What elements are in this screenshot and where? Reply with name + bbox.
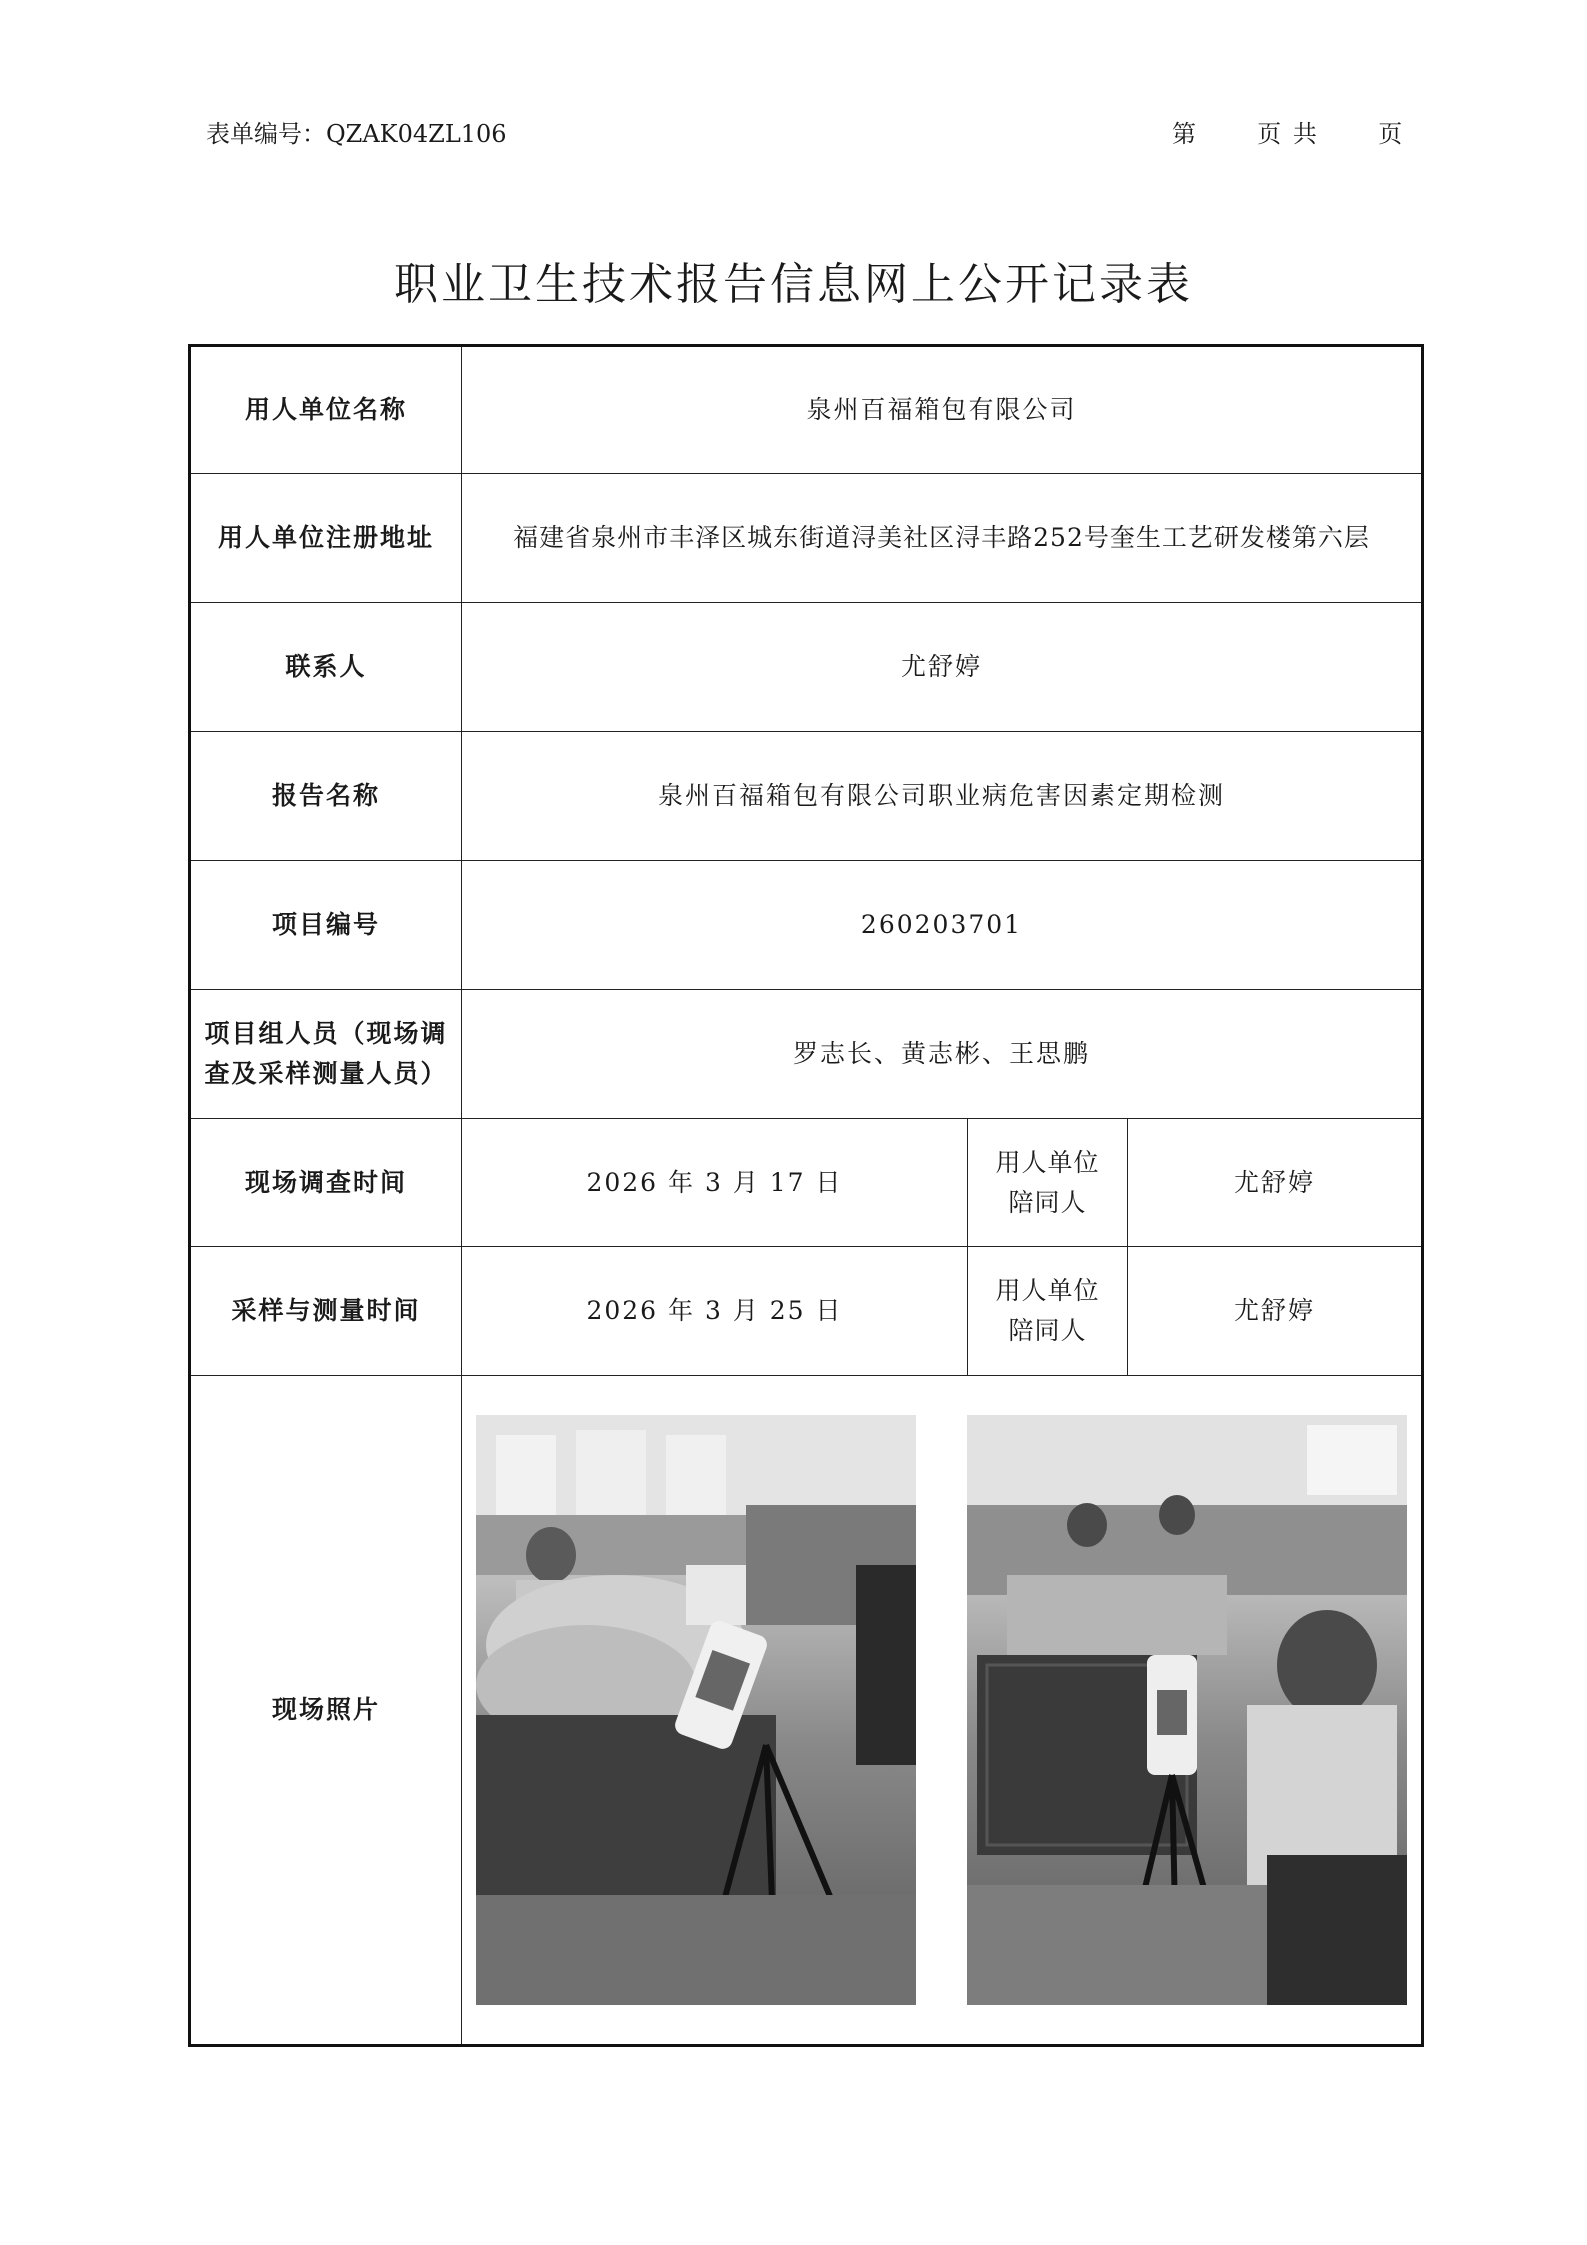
report-name-label: 报告名称 [190,732,462,861]
project-number-label: 项目编号 [190,861,462,990]
site-photo-2-image [967,1415,1407,2005]
row-project-number [190,861,1423,990]
row-survey-time [190,1119,1423,1247]
photo-gallery [468,1415,1415,2005]
registered-address-label: 用人单位注册地址 [190,474,462,603]
sampling-accompany-label-line2: 陪同人 [1008,1316,1087,1345]
employer-name-label: 用人单位名称 [190,346,462,474]
site-photos-label: 现场照片 [190,1376,462,2046]
row-sampling-time [190,1247,1423,1376]
page-title: 职业卫生技术报告信息网上公开记录表 [394,259,1193,310]
project-number-value: 260203701 [462,861,1423,990]
survey-accompany-label-line2: 陪同人 [1008,1187,1087,1217]
project-team-label-line1: 项目组人员（现场调 [204,1019,448,1048]
row-contact [190,603,1423,732]
registered-address-value: 福建省泉州市丰泽区城东街道浔美社区浔丰路252号奎生工艺研发楼第六层 [462,474,1423,603]
site-photo-1 [476,1415,916,2005]
row-site-photos [190,1376,1423,2046]
record-table [188,344,1424,2047]
page-no-prefix: 第 [1172,120,1198,148]
site-photos-cell [462,1376,1423,2046]
sampling-accompany-value: 尤舒婷 [1128,1247,1423,1376]
row-employer-name [190,346,1423,474]
sampling-accompany-label-line1: 用人单位 [995,1276,1100,1305]
report-name-value: 泉州百福箱包有限公司职业病危害因素定期检测 [462,732,1423,861]
project-team-label [190,990,462,1119]
employer-name-value: 泉州百福箱包有限公司 [462,346,1423,474]
survey-accompany-label [968,1119,1128,1247]
page-no-suffix: 页 [1378,120,1405,148]
row-report-name [190,732,1423,861]
project-team-value: 罗志长、黄志彬、王思鹏 [462,990,1423,1119]
page-no-middle: 页 共 [1257,120,1319,148]
survey-accompany-value: 尤舒婷 [1128,1119,1423,1247]
survey-accompany-label-line1: 用人单位 [995,1147,1100,1177]
sampling-time-label: 采样与测量时间 [190,1247,462,1376]
project-team-label-line2: 查及采样测量人员） [204,1059,448,1088]
site-photo-2 [967,1415,1407,2005]
page-number [1172,114,1404,149]
sampling-time-value: 2026 年 3 月 25 日 [462,1247,968,1376]
row-project-team [190,990,1423,1119]
contact-value: 尤舒婷 [462,603,1423,732]
survey-time-label: 现场调查时间 [190,1119,462,1247]
sampling-accompany-label [968,1247,1128,1376]
survey-time-value: 2026 年 3 月 17 日 [462,1119,968,1247]
form-number: 表单编号：QZAK04ZL106 [206,120,507,148]
row-registered-address [190,474,1423,603]
contact-label: 联系人 [190,603,462,732]
site-photo-1-image [476,1415,916,2005]
